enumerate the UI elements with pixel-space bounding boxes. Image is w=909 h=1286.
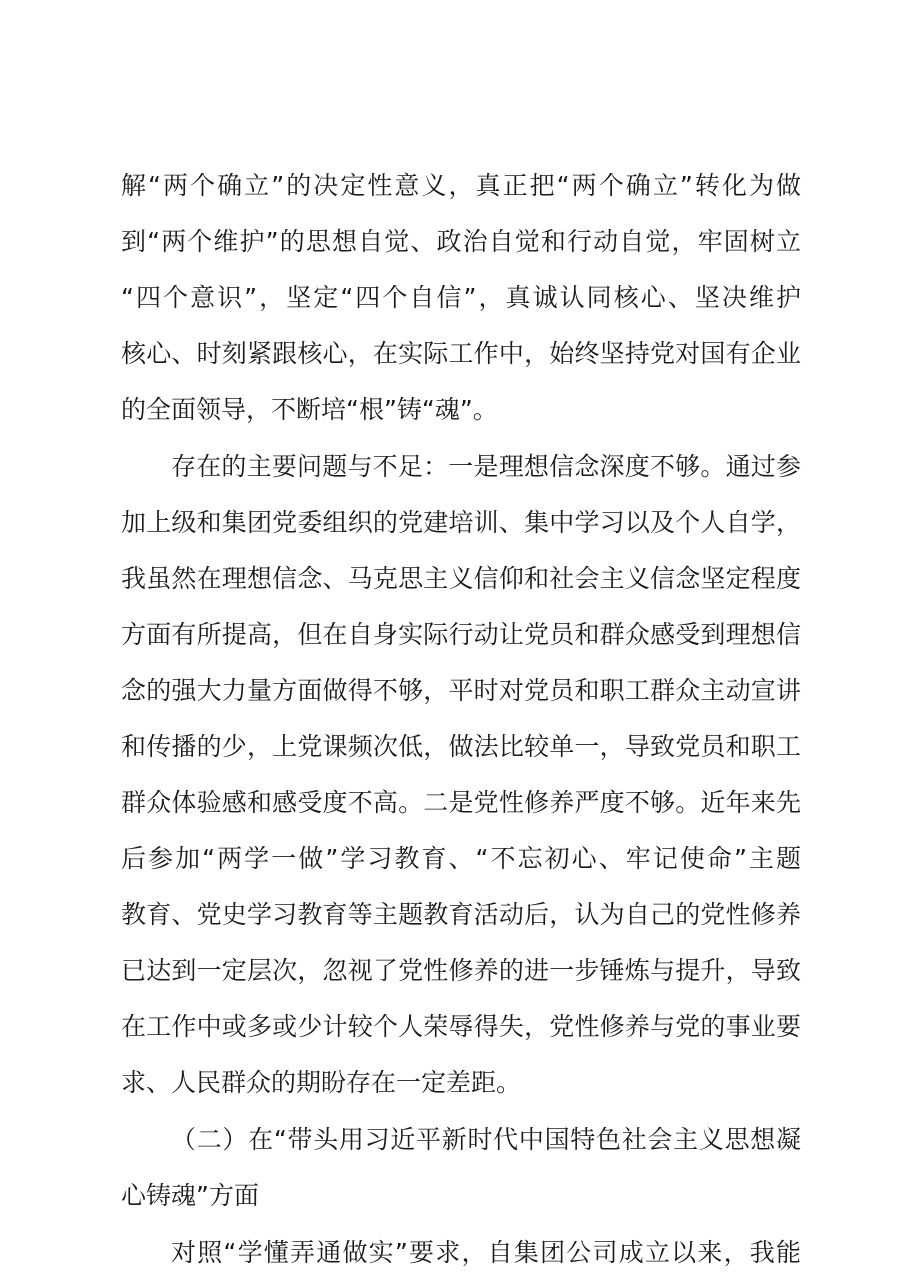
text-line: 念的强大力量方面做得不够，平时对党员和职工群众主动宣讲 [121, 676, 801, 705]
section-heading: （二）在“带头用习近平新时代中国特色社会主义思想凝 [171, 1125, 801, 1154]
text-line: 核心、时刻紧跟核心，在实际工作中，始终坚持党对国有企业 [121, 339, 801, 368]
text-line: 求、人民群众的期盼存在一定差距。 [121, 1068, 522, 1097]
text-line: 群众体验感和感受度不高。二是党性修养严度不够。近年来先 [121, 788, 801, 817]
text-line: 和传播的少，上党课频次低，做法比较单一，导致党员和职工 [121, 732, 801, 761]
paragraph-first-line: 对照“学懂弄通做实”要求，自集团公司成立以来，我能 [171, 1238, 801, 1267]
text-line: 已达到一定层次，忽视了党性修养的进一步锤炼与提升，导致 [121, 956, 801, 985]
text-line: 加上级和集团党委组织的党建培训、集中学习以及个人自学， [121, 508, 801, 537]
text-line: 到“两个维护”的思想自觉、政治自觉和行动自觉，牢固树立 [121, 227, 801, 256]
section-heading-continued: 心铸魂”方面 [121, 1181, 259, 1210]
text-line: 方面有所提高，但在自身实际行动让党员和群众感受到理想信 [121, 620, 801, 649]
text-line: 教育、党史学习教育等主题教育活动后，认为自己的党性修养 [121, 900, 801, 929]
text-line: 解“两个确立”的决定性意义，真正把“两个确立”转化为做 [121, 171, 801, 200]
text-line: 在工作中或多或少计较个人荣辱得失，党性修养与党的事业要 [121, 1012, 801, 1041]
text-line: 的全面领导，不断培“根”铸“魂”。 [121, 395, 498, 424]
text-line: 我虽然在理想信念、马克思主义信仰和社会主义信念坚定程度 [121, 564, 801, 593]
text-line: 后参加“两学一做”学习教育、“不忘初心、牢记使命”主题 [121, 844, 801, 873]
text-line: “四个意识”，坚定“四个自信”，真诚认同核心、坚决维护 [121, 283, 801, 312]
paragraph-first-line: 存在的主要问题与不足：一是理想信念深度不够。通过参 [171, 452, 801, 481]
